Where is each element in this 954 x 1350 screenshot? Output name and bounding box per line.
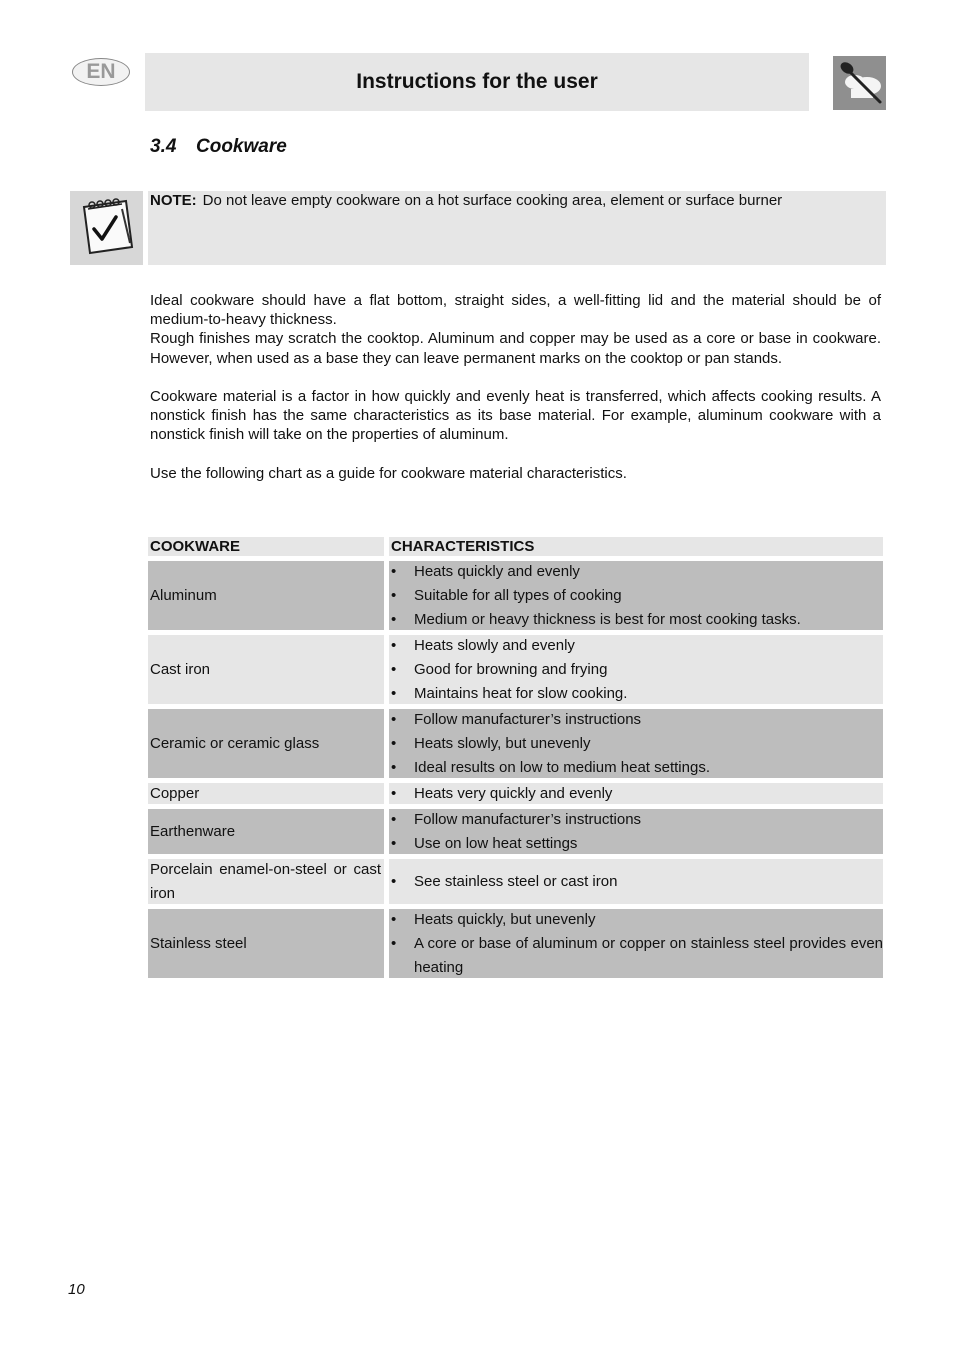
body-text — [150, 291, 881, 483]
list-item: • Maintains heat for slow cooking. — [391, 684, 628, 702]
page-number: 10 — [68, 1281, 85, 1298]
list-item: • Medium or heavy thickness is best for most cooking tasks. — [391, 610, 801, 628]
characteristics-cell — [389, 635, 883, 704]
characteristics-cell — [389, 859, 883, 904]
characteristics-cell — [389, 809, 883, 854]
cookware-cell: Stainless steel — [148, 909, 384, 978]
section-heading — [150, 136, 287, 158]
table-header-cookware: COOKWARE — [148, 537, 384, 556]
cookware-cell: Aluminum — [148, 561, 384, 630]
language-badge — [72, 58, 130, 86]
list-item: • Use on low heat settings — [391, 834, 578, 852]
table-row — [148, 783, 883, 804]
cookware-cell: Copper — [148, 783, 384, 804]
table-row — [148, 561, 883, 630]
paragraph: Use the following chart as a guide for cookware material characteristics. — [150, 464, 627, 482]
list-item: • Heats quickly, but unevenly — [391, 910, 596, 928]
header-title-bar — [145, 53, 809, 111]
cookware-cell: Earthenware — [148, 809, 384, 854]
cookware-cell: Ceramic or ceramic glass — [148, 709, 384, 778]
chef-spoon-icon — [833, 56, 886, 110]
list-item: • Good for browning and frying — [391, 660, 608, 678]
note-label: NOTE: — [150, 192, 197, 209]
table-row — [148, 635, 883, 704]
list-item: • Ideal results on low to medium heat settings. — [391, 758, 710, 776]
list-item: • Heats slowly, but unevenly — [391, 734, 591, 752]
list-item: • Suitable for all types of cooking — [391, 586, 622, 604]
paragraph: Cookware material is a factor in how quickly and evenly heat is transferred, which affects cooking results. A nonstick finish has the same characteristics as its base material. For example, aluminum cookware with a nonstick finish will take on the properties of aluminum. — [150, 388, 881, 444]
language-label: EN — [86, 60, 116, 83]
table-header-row — [148, 537, 883, 556]
paragraph: Rough finishes may scratch the cooktop. Aluminum and copper may be used as a core or base in cookware. However, when used as a base they can leave permanent marks on the cooktop or pan stands. — [150, 330, 881, 367]
list-item: • Heats quickly and evenly — [391, 562, 580, 580]
list-item: • See stainless steel or cast iron — [391, 872, 618, 890]
list-item: • Heats slowly and evenly — [391, 636, 575, 654]
characteristics-cell — [389, 561, 883, 630]
section-title: Cookware — [196, 136, 287, 157]
table-row — [148, 809, 883, 854]
list-item: • Follow manufacturer’s instructions — [391, 710, 642, 728]
characteristics-cell — [389, 909, 883, 978]
table-row — [148, 909, 883, 978]
list-item: • Follow manufacturer’s instructions — [391, 810, 642, 828]
cookware-table — [148, 537, 883, 983]
paragraph: Ideal cookware should have a flat bottom, straight sides, a well-fitting lid and the material should be of medium-to-heavy thickness. — [150, 292, 881, 329]
page-title: Instructions for the user — [356, 70, 598, 93]
table-row — [148, 709, 883, 778]
cookware-cell: Cast iron — [148, 635, 384, 704]
note-text: Do not leave empty cookware on a hot surface cooking area, element or surface burner — [202, 192, 783, 209]
list-item: • A core or base of aluminum or copper on stainless steel provides even heating — [391, 934, 883, 976]
notepad-check-icon — [70, 191, 143, 265]
characteristics-cell — [389, 709, 883, 778]
table-row — [148, 859, 883, 904]
characteristics-cell — [389, 783, 883, 804]
cookware-cell: Porcelain enamel-on-steel or cast iron — [148, 859, 384, 904]
section-number: 3.4 — [150, 136, 177, 157]
table-header-characteristics: CHARACTERISTICS — [389, 537, 883, 556]
list-item: • Heats very quickly and evenly — [391, 785, 613, 802]
note-box — [148, 191, 886, 265]
